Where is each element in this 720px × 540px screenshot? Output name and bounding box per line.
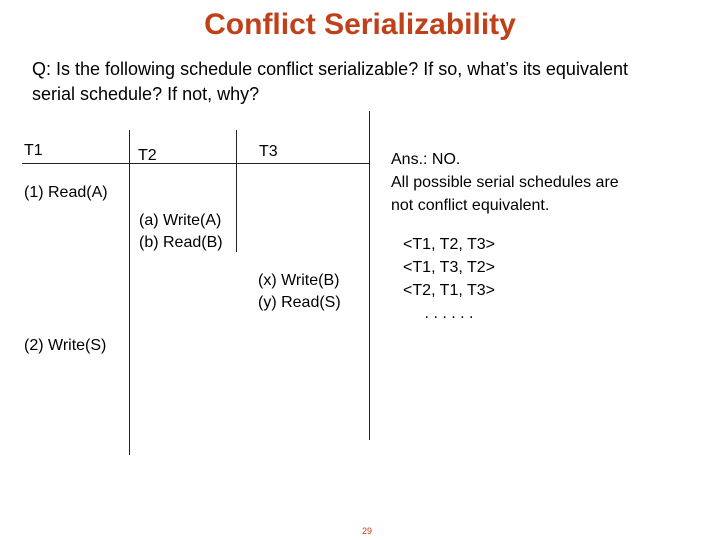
page-number: 29 [362, 526, 373, 536]
header-t3: T3 [259, 143, 278, 160]
question-text [32, 57, 712, 107]
t3-operations [258, 270, 341, 314]
t2-op-read-b: (b) Read(B) [139, 234, 223, 251]
column-divider-t3-answer [369, 111, 370, 440]
t1-op-write-s: (2) Write(S) [24, 337, 107, 354]
column-divider-t2-t3 [236, 130, 237, 252]
answer-line-2: All possible serial schedules are [391, 174, 619, 191]
t3-op-read-s: (y) Read(S) [258, 294, 341, 311]
serial-schedule-item: <T1, T3, T2> [403, 259, 495, 276]
serial-schedule-item: <T2, T1, T3> [403, 282, 495, 299]
serial-schedule-item: <T1, T2, T3> [403, 236, 495, 253]
header-t2: T2 [138, 147, 157, 164]
t1-op-read-a: (1) Read(A) [24, 184, 108, 201]
serial-schedules-list [390, 233, 508, 325]
answer-text [391, 148, 619, 217]
question-line-1: Q: Is the following schedule conflict serializable? If so, what’s its equivalent [32, 59, 628, 79]
t3-op-write-b: (x) Write(B) [258, 272, 340, 289]
answer-line-3: not conflict equivalent. [391, 197, 550, 214]
slide-title: Conflict Serializability [204, 8, 516, 41]
t2-operations [139, 210, 223, 254]
question-line-2: serial schedule? If not, why? [32, 84, 260, 104]
header-t1: T1 [24, 142, 43, 159]
t2-op-write-a: (a) Write(A) [139, 212, 222, 229]
serial-schedule-ellipsis: . . . . . . [424, 305, 474, 322]
column-divider-t1-t2 [129, 130, 130, 455]
header-divider [22, 163, 369, 164]
answer-line-1: Ans.: NO. [391, 151, 461, 168]
